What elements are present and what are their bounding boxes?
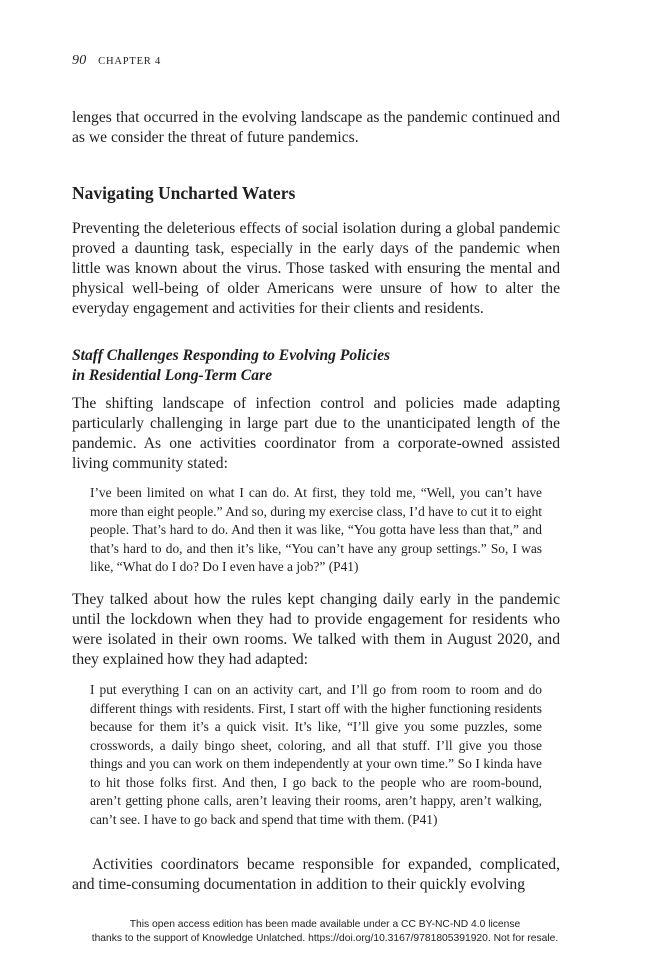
subheading-line-2: in Residential Long-Term Care <box>72 367 272 384</box>
license-line-1: This open access edition has been made available under a CC BY-NC-ND 4.0 license <box>129 919 521 930</box>
paragraph-intro: Preventing the deleterious effects of social isolation during a global pandemic proved a daunting task, especially in the early days of the pandemic when little was known about the virus. Those tasked with ensuring the mental and physical well-being of older Americans were unsure of how to alter the everyday engagement and activities for their clients and residents. <box>72 220 560 317</box>
paragraph-continued: lenges that occurred in the evolving landscape as the pandemic continued and as we consider the threat of future pandemics. <box>72 109 560 146</box>
subheading <box>72 346 560 386</box>
running-head <box>72 52 161 69</box>
block-quote-2: I put everything I can on an activity cart, and I’ll go from room to room and do different things with residents. First, I start off with the higher functioning residents because for them it’s a quick visit. It’s like, “I’ll give you some puzzles, some crosswords, a daily bingo sheet, coloring, and all that stuff. I’ll give you those things and you can work on them independently at your own time.” So I kinda have to hit those folks first. And then, I go back to the people who are room-bound, aren’t getting phone calls, aren’t leaving their rooms, aren’t happy, aren’t walking, can’t see. I have to go back and spend that time with them. (P41) <box>90 682 542 827</box>
paragraph-rules-changing: They talked about how the rules kept changing daily early in the pandemic until the lockdown when they had to provide engagement for residents who were isolated in their own rooms. We talked with them in August 2020, and they explained how they had adapted: <box>72 591 560 668</box>
license-footer <box>0 918 650 946</box>
block-quote-1: I’ve been limited on what I can do. At first, they told me, “Well, you can’t have more than eight people.” And so, during my exercise class, I’d have to cut it to eight people. That’s hard to do. And then it was like, “You gotta have less than that,” and that’s hard to do, and then it’s like, “You can’t have any group settings.” So, I was like, “What do I do? Do I even have a job?” (P41) <box>90 485 542 574</box>
chapter-label: CHAPTER 4 <box>98 56 162 67</box>
subheading-line-1: Staff Challenges Responding to Evolving Policies <box>72 347 391 364</box>
license-line-2: thanks to the support of Knowledge Unlatched. https://doi.org/10.3167/9781805391920. Not for resale. <box>91 933 559 944</box>
section-heading: Navigating Uncharted Waters <box>72 183 296 203</box>
page-number: 90 <box>72 53 87 68</box>
paragraph-shifting-landscape: The shifting landscape of infection control and policies made adapting particularly challenging in large part due to the unanticipated length of the pandemic. As one activities coordinator from a corporate-owned assisted living community stated: <box>72 395 560 472</box>
paragraph-documentation: Activities coordinators became responsible for expanded, complicated, and time-consuming documentation in addition to their quickly evolving <box>72 856 560 893</box>
